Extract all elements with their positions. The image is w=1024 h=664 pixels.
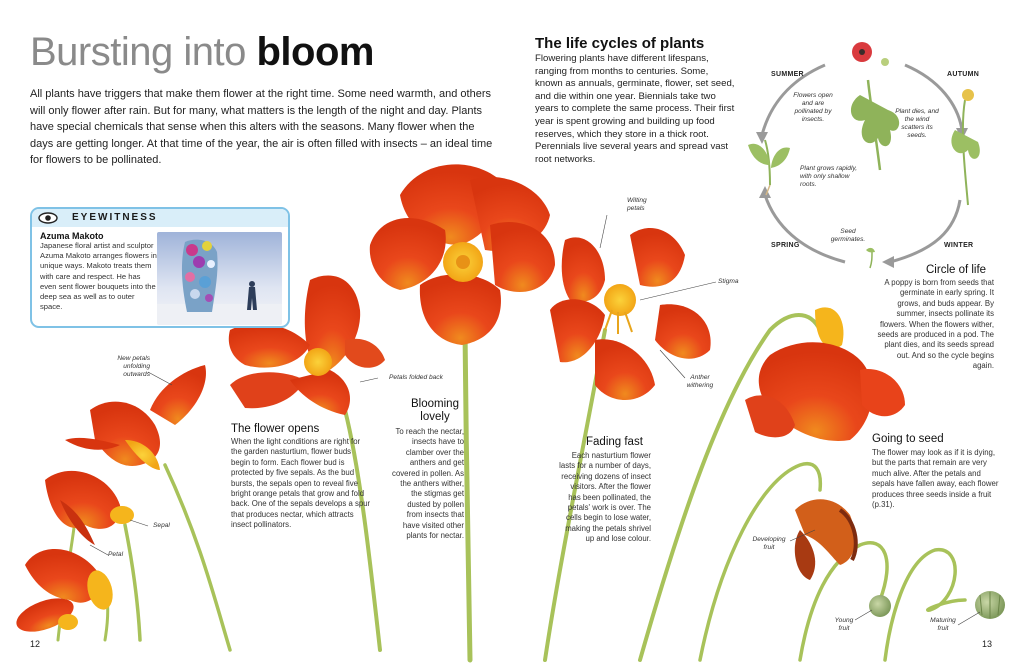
page-number-left: 12: [30, 639, 41, 649]
label-anther: Anther withering: [686, 374, 714, 389]
note-summer: Flowers open and are pollinated by insects.: [793, 92, 833, 123]
eyewitness-text: Japanese floral artist and sculptor Azuma Makoto arranges flowers in unique ways. Makoto treats them with care and respect. He has even sent flower bouquets into the deep sea as well as to outer space.: [40, 241, 157, 312]
lifecycles-body: Flowering plants have different lifespans, ranging from months to centuries. Some, known as annuals, germinate, flower, set seed, and die within one year. Biennials take two years to complete the same process. Their first year is spent growing and building up food reserves, which they store in a thick root. Perennials live several years and spread vast root networks.: [535, 53, 735, 165]
season-winter: WINTER: [944, 242, 974, 249]
poppy-summer: [851, 42, 899, 170]
eyewitness-header: [32, 209, 288, 227]
season-summer: SUMMER: [771, 71, 804, 78]
label-stigma: Stigma: [718, 278, 739, 285]
eyewitness-name: Azuma Makoto: [40, 231, 104, 241]
page-title: [30, 30, 374, 74]
eyewitness-photo: [157, 232, 282, 325]
page-number-right: 13: [982, 639, 993, 649]
note-winter: Seed germinates.: [830, 228, 866, 243]
season-autumn: AUTUMN: [947, 71, 980, 78]
opening-flower-3: [65, 365, 206, 470]
young-fruit: [869, 595, 891, 617]
label-sepal: Sepal: [153, 522, 170, 529]
note-autumn: Plant dies, and the wind scatters its seeds.: [895, 108, 939, 139]
poppy-spring: [748, 140, 790, 195]
eyewitness-box: [30, 207, 290, 328]
blooming-heading: Blooming lovely: [411, 398, 459, 423]
opening-flower-2: [45, 471, 134, 545]
note-spring: Plant grows rapidly, with only shallow roots.: [800, 165, 858, 188]
poppy-winter: [866, 248, 875, 268]
circle-heading: Circle of life: [926, 264, 987, 276]
intro-paragraph: All plants have triggers that make them flower at the right time. Some need warmth, and others will only flower after rain. But for many, what matters is the length of the night and day. Plants have special chemicals that sense when this alters with the seasons. Many flower when the days are getting longer. At that time of the year, the air is often filled with insects – an ideal time for flowers to be pollinated.: [30, 88, 493, 166]
poppy-autumn: [951, 89, 979, 205]
developing-fruit: [795, 499, 856, 580]
title-light: Bursting into: [30, 30, 257, 74]
label-maturing: Maturing fruit: [930, 617, 956, 632]
circle-body: A poppy is born from seeds that germinate in early spring. It grows, and buds appear. By summer, insects pollinate its flowers. When the flowers wither, seeds are produced in a pod. The plant dies, and its seeds spread out. And so the cycle begins again.: [877, 278, 994, 371]
eye-icon: [32, 209, 62, 227]
blooming-body: To reach the nectar, insects have to clamber over the anthers and get covered in pollen. As the anthers wither, the stigmas get dusted by pollen from insects that have visited other plants for nectar.: [392, 427, 464, 541]
eyewitness-label: EYEWITNESS: [72, 212, 158, 223]
label-petals-folded: Petals folded back: [389, 374, 443, 381]
seed-heading: Going to seed: [872, 433, 944, 445]
title-bold: bloom: [256, 30, 374, 74]
blooming-flower: [370, 164, 555, 345]
label-wilting: Wilting petals: [627, 197, 647, 212]
sculpture-photo: [157, 232, 282, 325]
maturing-fruit: [975, 591, 1005, 619]
flower-opens-body: When the light conditions are right for the garden nasturtium, flower buds begin to form. Each flower bud is protected by five sepals. As the bud bursts, the sepals open to reveal five bright orange petals that grow and fold back. One of the sepals develops a spur that produces nectar, which attracts insect pollinators.: [231, 437, 371, 530]
label-young: Young fruit: [834, 617, 854, 632]
lifecycles-heading: The life cycles of plants: [535, 35, 705, 52]
fading-body: Each nasturtium flower lasts for a number of days, receiving dozens of insect visitors. After the flower has been pollinated, the petals' work is over. The cells begin to lose water, making the petals shrivel up and lose colour.: [559, 451, 651, 544]
label-developing: Developing fruit: [752, 536, 786, 551]
flower-opens-heading: The flower opens: [231, 423, 320, 435]
label-new-petals: New petals unfolding outwards: [117, 355, 150, 378]
label-petal: Petal: [108, 551, 124, 558]
fading-heading: Fading fast: [586, 436, 643, 448]
seed-body: The flower may look as if it is dying, but the parts that remain are very much alive. After the petals and sepals have fallen away, each flower produces three seeds inside a fruit (p.31).: [872, 448, 999, 510]
season-spring: SPRING: [771, 242, 800, 249]
